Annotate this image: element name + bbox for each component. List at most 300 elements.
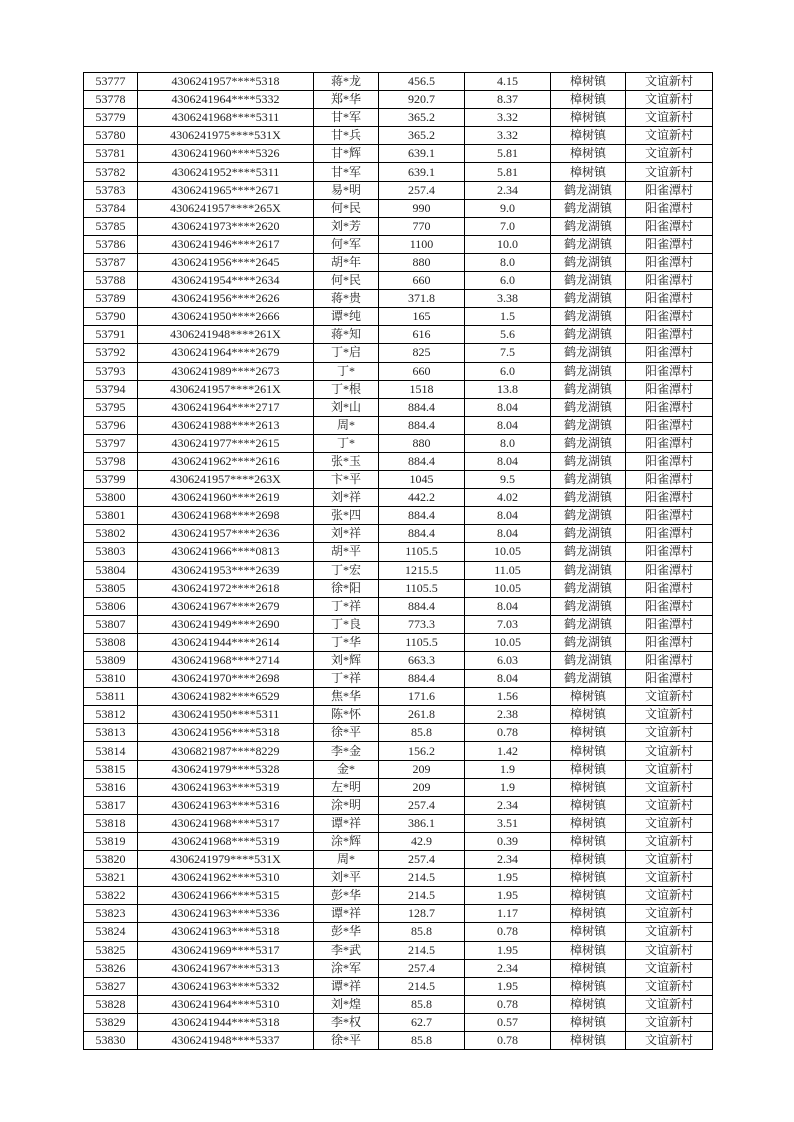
serial-number-cell: 53826: [84, 959, 138, 977]
amount-cell: 825: [379, 344, 465, 362]
table-row: [84, 615, 713, 633]
town-cell: 鹤龙湖镇: [551, 452, 626, 470]
village-cell: 阳雀潭村: [626, 652, 713, 670]
serial-number-cell: 53782: [84, 163, 138, 181]
table-row: [84, 235, 713, 253]
serial-number-cell: 53792: [84, 344, 138, 362]
table-row: [84, 416, 713, 434]
area-cell: 8.04: [465, 398, 551, 416]
id-number-cell: 4306241972****2618: [138, 579, 314, 597]
name-cell: 丁*祥: [314, 597, 379, 615]
serial-number-cell: 53781: [84, 145, 138, 163]
area-cell: 5.6: [465, 326, 551, 344]
data-table: [83, 72, 713, 1050]
serial-number-cell: 53807: [84, 615, 138, 633]
id-number-cell: 4306241944****5318: [138, 1013, 314, 1031]
village-cell: 阳雀潭村: [626, 633, 713, 651]
serial-number-cell: 53829: [84, 1013, 138, 1031]
area-cell: 8.04: [465, 452, 551, 470]
serial-number-cell: 53811: [84, 688, 138, 706]
id-number-cell: 4306241979****5328: [138, 760, 314, 778]
town-cell: 鹤龙湖镇: [551, 561, 626, 579]
table-row: [84, 452, 713, 470]
town-cell: 鹤龙湖镇: [551, 434, 626, 452]
area-cell: 0.39: [465, 832, 551, 850]
name-cell: 左*明: [314, 778, 379, 796]
table-row: [84, 832, 713, 850]
name-cell: 丁*: [314, 362, 379, 380]
serial-number-cell: 53823: [84, 905, 138, 923]
name-cell: 卞*平: [314, 471, 379, 489]
id-number-cell: 4306241950****2666: [138, 308, 314, 326]
serial-number-cell: 53812: [84, 706, 138, 724]
area-cell: 1.95: [465, 941, 551, 959]
amount-cell: 156.2: [379, 742, 465, 760]
name-cell: 周*: [314, 416, 379, 434]
name-cell: 蒋*贵: [314, 290, 379, 308]
amount-cell: 920.7: [379, 91, 465, 109]
village-cell: 文谊新村: [626, 760, 713, 778]
table-row: [84, 869, 713, 887]
name-cell: 张*玉: [314, 452, 379, 470]
town-cell: 鹤龙湖镇: [551, 597, 626, 615]
id-number-cell: 4306241948****261X: [138, 326, 314, 344]
town-cell: 樟树镇: [551, 832, 626, 850]
id-number-cell: 4306241949****2690: [138, 615, 314, 633]
village-cell: 文谊新村: [626, 706, 713, 724]
amount-cell: 1215.5: [379, 561, 465, 579]
serial-number-cell: 53793: [84, 362, 138, 380]
name-cell: 彭*华: [314, 923, 379, 941]
table-row: [84, 380, 713, 398]
village-cell: 阳雀潭村: [626, 181, 713, 199]
table-row: [84, 724, 713, 742]
town-cell: 鹤龙湖镇: [551, 670, 626, 688]
area-cell: 4.15: [465, 73, 551, 91]
table-row: [84, 977, 713, 995]
town-cell: 樟树镇: [551, 905, 626, 923]
town-cell: 鹤龙湖镇: [551, 615, 626, 633]
serial-number-cell: 53804: [84, 561, 138, 579]
table-row: [84, 796, 713, 814]
serial-number-cell: 53787: [84, 253, 138, 271]
town-cell: 樟树镇: [551, 941, 626, 959]
town-cell: 樟树镇: [551, 814, 626, 832]
name-cell: 刘*辉: [314, 652, 379, 670]
town-cell: 樟树镇: [551, 127, 626, 145]
town-cell: 樟树镇: [551, 760, 626, 778]
serial-number-cell: 53796: [84, 416, 138, 434]
serial-number-cell: 53791: [84, 326, 138, 344]
village-cell: 文谊新村: [626, 959, 713, 977]
amount-cell: 365.2: [379, 127, 465, 145]
name-cell: 丁*根: [314, 380, 379, 398]
amount-cell: 663.3: [379, 652, 465, 670]
serial-number-cell: 53780: [84, 127, 138, 145]
name-cell: 李*武: [314, 941, 379, 959]
amount-cell: 442.2: [379, 489, 465, 507]
area-cell: 1.56: [465, 688, 551, 706]
serial-number-cell: 53794: [84, 380, 138, 398]
village-cell: 文谊新村: [626, 688, 713, 706]
id-number-cell: 4306241964****2679: [138, 344, 314, 362]
amount-cell: 257.4: [379, 181, 465, 199]
serial-number-cell: 53788: [84, 272, 138, 290]
amount-cell: 456.5: [379, 73, 465, 91]
table-row: [84, 941, 713, 959]
amount-cell: 990: [379, 199, 465, 217]
area-cell: 9.5: [465, 471, 551, 489]
id-number-cell: 4306241956****2645: [138, 253, 314, 271]
name-cell: 丁*启: [314, 344, 379, 362]
name-cell: 蒋*龙: [314, 73, 379, 91]
town-cell: 鹤龙湖镇: [551, 199, 626, 217]
id-number-cell: 4306241966****5315: [138, 887, 314, 905]
table-row: [84, 163, 713, 181]
id-number-cell: 4306241963****5336: [138, 905, 314, 923]
amount-cell: 214.5: [379, 869, 465, 887]
id-number-cell: 4306821987****8229: [138, 742, 314, 760]
serial-number-cell: 53777: [84, 73, 138, 91]
name-cell: 刘*祥: [314, 525, 379, 543]
serial-number-cell: 53828: [84, 995, 138, 1013]
area-cell: 8.0: [465, 434, 551, 452]
village-cell: 阳雀潭村: [626, 362, 713, 380]
id-number-cell: 4306241968****5311: [138, 109, 314, 127]
town-cell: 鹤龙湖镇: [551, 489, 626, 507]
amount-cell: 880: [379, 434, 465, 452]
area-cell: 10.05: [465, 543, 551, 561]
id-number-cell: 4306241950****5311: [138, 706, 314, 724]
id-number-cell: 4306241970****2698: [138, 670, 314, 688]
id-number-cell: 4306241988****2613: [138, 416, 314, 434]
town-cell: 樟树镇: [551, 923, 626, 941]
name-cell: 丁*华: [314, 633, 379, 651]
serial-number-cell: 53809: [84, 652, 138, 670]
id-number-cell: 4306241968****2698: [138, 507, 314, 525]
town-cell: 鹤龙湖镇: [551, 652, 626, 670]
id-number-cell: 4306241952****5311: [138, 163, 314, 181]
village-cell: 阳雀潭村: [626, 217, 713, 235]
town-cell: 鹤龙湖镇: [551, 398, 626, 416]
village-cell: 阳雀潭村: [626, 452, 713, 470]
area-cell: 13.8: [465, 380, 551, 398]
town-cell: 樟树镇: [551, 959, 626, 977]
amount-cell: 884.4: [379, 507, 465, 525]
village-cell: 阳雀潭村: [626, 344, 713, 362]
town-cell: 樟树镇: [551, 724, 626, 742]
area-cell: 4.02: [465, 489, 551, 507]
table-row: [84, 633, 713, 651]
table-row: [84, 742, 713, 760]
area-cell: 7.0: [465, 217, 551, 235]
table-row: [84, 706, 713, 724]
name-cell: 刘*山: [314, 398, 379, 416]
id-number-cell: 4306241948****5337: [138, 1031, 314, 1049]
village-cell: 阳雀潭村: [626, 543, 713, 561]
serial-number-cell: 53802: [84, 525, 138, 543]
amount-cell: 660: [379, 272, 465, 290]
table-row: [84, 344, 713, 362]
amount-cell: 884.4: [379, 398, 465, 416]
id-number-cell: 4306241957****5318: [138, 73, 314, 91]
amount-cell: 770: [379, 217, 465, 235]
id-number-cell: 4306241969****5317: [138, 941, 314, 959]
amount-cell: 85.8: [379, 724, 465, 742]
id-number-cell: 4306241957****265X: [138, 199, 314, 217]
table-row: [84, 272, 713, 290]
amount-cell: 616: [379, 326, 465, 344]
serial-number-cell: 53803: [84, 543, 138, 561]
id-number-cell: 4306241962****5310: [138, 869, 314, 887]
name-cell: 谭*祥: [314, 977, 379, 995]
area-cell: 8.04: [465, 416, 551, 434]
id-number-cell: 4306241964****5310: [138, 995, 314, 1013]
id-number-cell: 4306241957****261X: [138, 380, 314, 398]
amount-cell: 773.3: [379, 615, 465, 633]
village-cell: 文谊新村: [626, 724, 713, 742]
id-number-cell: 4306241953****2639: [138, 561, 314, 579]
town-cell: 鹤龙湖镇: [551, 579, 626, 597]
town-cell: 鹤龙湖镇: [551, 290, 626, 308]
table-row: [84, 778, 713, 796]
id-number-cell: 4306241963****5332: [138, 977, 314, 995]
table-row: [84, 326, 713, 344]
amount-cell: 62.7: [379, 1013, 465, 1031]
area-cell: 2.38: [465, 706, 551, 724]
table-row: [84, 543, 713, 561]
table-row: [84, 959, 713, 977]
area-cell: 1.95: [465, 977, 551, 995]
id-number-cell: 4306241956****2626: [138, 290, 314, 308]
area-cell: 2.34: [465, 181, 551, 199]
id-number-cell: 4306241964****5332: [138, 91, 314, 109]
serial-number-cell: 53818: [84, 814, 138, 832]
name-cell: 何*军: [314, 235, 379, 253]
village-cell: 阳雀潭村: [626, 199, 713, 217]
id-number-cell: 4306241944****2614: [138, 633, 314, 651]
serial-number-cell: 53821: [84, 869, 138, 887]
village-cell: 文谊新村: [626, 1031, 713, 1049]
amount-cell: 1100: [379, 235, 465, 253]
area-cell: 3.32: [465, 127, 551, 145]
village-cell: 文谊新村: [626, 1013, 713, 1031]
town-cell: 樟树镇: [551, 145, 626, 163]
amount-cell: 165: [379, 308, 465, 326]
amount-cell: 884.4: [379, 597, 465, 615]
village-cell: 阳雀潭村: [626, 326, 713, 344]
id-number-cell: 4306241960****5326: [138, 145, 314, 163]
village-cell: 文谊新村: [626, 832, 713, 850]
serial-number-cell: 53800: [84, 489, 138, 507]
amount-cell: 365.2: [379, 109, 465, 127]
amount-cell: 42.9: [379, 832, 465, 850]
area-cell: 0.78: [465, 995, 551, 1013]
amount-cell: 884.4: [379, 670, 465, 688]
town-cell: 鹤龙湖镇: [551, 416, 626, 434]
area-cell: 2.34: [465, 796, 551, 814]
name-cell: 甘*辉: [314, 145, 379, 163]
name-cell: 胡*平: [314, 543, 379, 561]
amount-cell: 639.1: [379, 163, 465, 181]
id-number-cell: 4306241963****5318: [138, 923, 314, 941]
serial-number-cell: 53789: [84, 290, 138, 308]
serial-number-cell: 53805: [84, 579, 138, 597]
serial-number-cell: 53827: [84, 977, 138, 995]
area-cell: 1.9: [465, 760, 551, 778]
town-cell: 鹤龙湖镇: [551, 235, 626, 253]
table-row: [84, 73, 713, 91]
id-number-cell: 4306241967****5313: [138, 959, 314, 977]
village-cell: 文谊新村: [626, 127, 713, 145]
village-cell: 文谊新村: [626, 814, 713, 832]
amount-cell: 639.1: [379, 145, 465, 163]
serial-number-cell: 53779: [84, 109, 138, 127]
village-cell: 文谊新村: [626, 145, 713, 163]
id-number-cell: 4306241960****2619: [138, 489, 314, 507]
village-cell: 文谊新村: [626, 851, 713, 869]
area-cell: 1.5: [465, 308, 551, 326]
village-cell: 阳雀潭村: [626, 434, 713, 452]
serial-number-cell: 53790: [84, 308, 138, 326]
village-cell: 阳雀潭村: [626, 253, 713, 271]
table-row: [84, 814, 713, 832]
table-row: [84, 127, 713, 145]
village-cell: 阳雀潭村: [626, 597, 713, 615]
name-cell: 丁*祥: [314, 670, 379, 688]
serial-number-cell: 53825: [84, 941, 138, 959]
id-number-cell: 4306241965****2671: [138, 181, 314, 199]
id-number-cell: 4306241962****2616: [138, 452, 314, 470]
name-cell: 刘*芳: [314, 217, 379, 235]
town-cell: 鹤龙湖镇: [551, 633, 626, 651]
name-cell: 谭*祥: [314, 814, 379, 832]
village-cell: 阳雀潭村: [626, 272, 713, 290]
amount-cell: 371.8: [379, 290, 465, 308]
name-cell: 金*: [314, 760, 379, 778]
serial-number-cell: 53822: [84, 887, 138, 905]
amount-cell: 214.5: [379, 977, 465, 995]
serial-number-cell: 53801: [84, 507, 138, 525]
id-number-cell: 4306241975****531X: [138, 127, 314, 145]
name-cell: 何*民: [314, 272, 379, 290]
village-cell: 文谊新村: [626, 796, 713, 814]
village-cell: 阳雀潭村: [626, 579, 713, 597]
name-cell: 彭*华: [314, 887, 379, 905]
serial-number-cell: 53816: [84, 778, 138, 796]
serial-number-cell: 53785: [84, 217, 138, 235]
village-cell: 文谊新村: [626, 887, 713, 905]
amount-cell: 660: [379, 362, 465, 380]
table-row: [84, 887, 713, 905]
serial-number-cell: 53815: [84, 760, 138, 778]
area-cell: 8.37: [465, 91, 551, 109]
village-cell: 阳雀潭村: [626, 416, 713, 434]
village-cell: 文谊新村: [626, 995, 713, 1013]
table-row: [84, 597, 713, 615]
table-row: [84, 670, 713, 688]
table-row: [84, 109, 713, 127]
amount-cell: 1105.5: [379, 579, 465, 597]
town-cell: 樟树镇: [551, 91, 626, 109]
town-cell: 鹤龙湖镇: [551, 543, 626, 561]
town-cell: 鹤龙湖镇: [551, 272, 626, 290]
amount-cell: 85.8: [379, 923, 465, 941]
serial-number-cell: 53808: [84, 633, 138, 651]
id-number-cell: 4306241968****5317: [138, 814, 314, 832]
town-cell: 樟树镇: [551, 851, 626, 869]
id-number-cell: 4306241979****531X: [138, 851, 314, 869]
table-row: [84, 905, 713, 923]
serial-number-cell: 53783: [84, 181, 138, 199]
area-cell: 8.04: [465, 507, 551, 525]
area-cell: 1.17: [465, 905, 551, 923]
area-cell: 6.0: [465, 362, 551, 380]
town-cell: 樟树镇: [551, 869, 626, 887]
table-row: [84, 507, 713, 525]
id-number-cell: 4306241946****2617: [138, 235, 314, 253]
amount-cell: 128.7: [379, 905, 465, 923]
village-cell: 文谊新村: [626, 778, 713, 796]
village-cell: 阳雀潭村: [626, 489, 713, 507]
name-cell: 张*四: [314, 507, 379, 525]
name-cell: 刘*祥: [314, 489, 379, 507]
table-row: [84, 1031, 713, 1049]
name-cell: 丁*: [314, 434, 379, 452]
town-cell: 鹤龙湖镇: [551, 507, 626, 525]
amount-cell: 884.4: [379, 452, 465, 470]
table-row: [84, 253, 713, 271]
name-cell: 焦*华: [314, 688, 379, 706]
serial-number-cell: 53814: [84, 742, 138, 760]
table-row: [84, 561, 713, 579]
village-cell: 阳雀潭村: [626, 398, 713, 416]
id-number-cell: 4306241963****5319: [138, 778, 314, 796]
name-cell: 丁*宏: [314, 561, 379, 579]
village-cell: 阳雀潭村: [626, 290, 713, 308]
serial-number-cell: 53798: [84, 452, 138, 470]
id-number-cell: 4306241957****263X: [138, 471, 314, 489]
village-cell: 文谊新村: [626, 923, 713, 941]
name-cell: 何*民: [314, 199, 379, 217]
name-cell: 涂*军: [314, 959, 379, 977]
id-number-cell: 4306241989****2673: [138, 362, 314, 380]
village-cell: 文谊新村: [626, 905, 713, 923]
id-number-cell: 4306241966****0813: [138, 543, 314, 561]
serial-number-cell: 53786: [84, 235, 138, 253]
amount-cell: 884.4: [379, 525, 465, 543]
area-cell: 2.34: [465, 851, 551, 869]
serial-number-cell: 53806: [84, 597, 138, 615]
town-cell: 樟树镇: [551, 163, 626, 181]
serial-number-cell: 53813: [84, 724, 138, 742]
village-cell: 阳雀潭村: [626, 615, 713, 633]
serial-number-cell: 53799: [84, 471, 138, 489]
serial-number-cell: 53784: [84, 199, 138, 217]
area-cell: 0.78: [465, 923, 551, 941]
table-row: [84, 290, 713, 308]
name-cell: 易*明: [314, 181, 379, 199]
name-cell: 陈*怀: [314, 706, 379, 724]
area-cell: 3.38: [465, 290, 551, 308]
amount-cell: 1105.5: [379, 543, 465, 561]
name-cell: 李*金: [314, 742, 379, 760]
table-row: [84, 525, 713, 543]
name-cell: 涂*辉: [314, 832, 379, 850]
id-number-cell: 4306241982****6529: [138, 688, 314, 706]
amount-cell: 257.4: [379, 959, 465, 977]
village-cell: 阳雀潭村: [626, 380, 713, 398]
